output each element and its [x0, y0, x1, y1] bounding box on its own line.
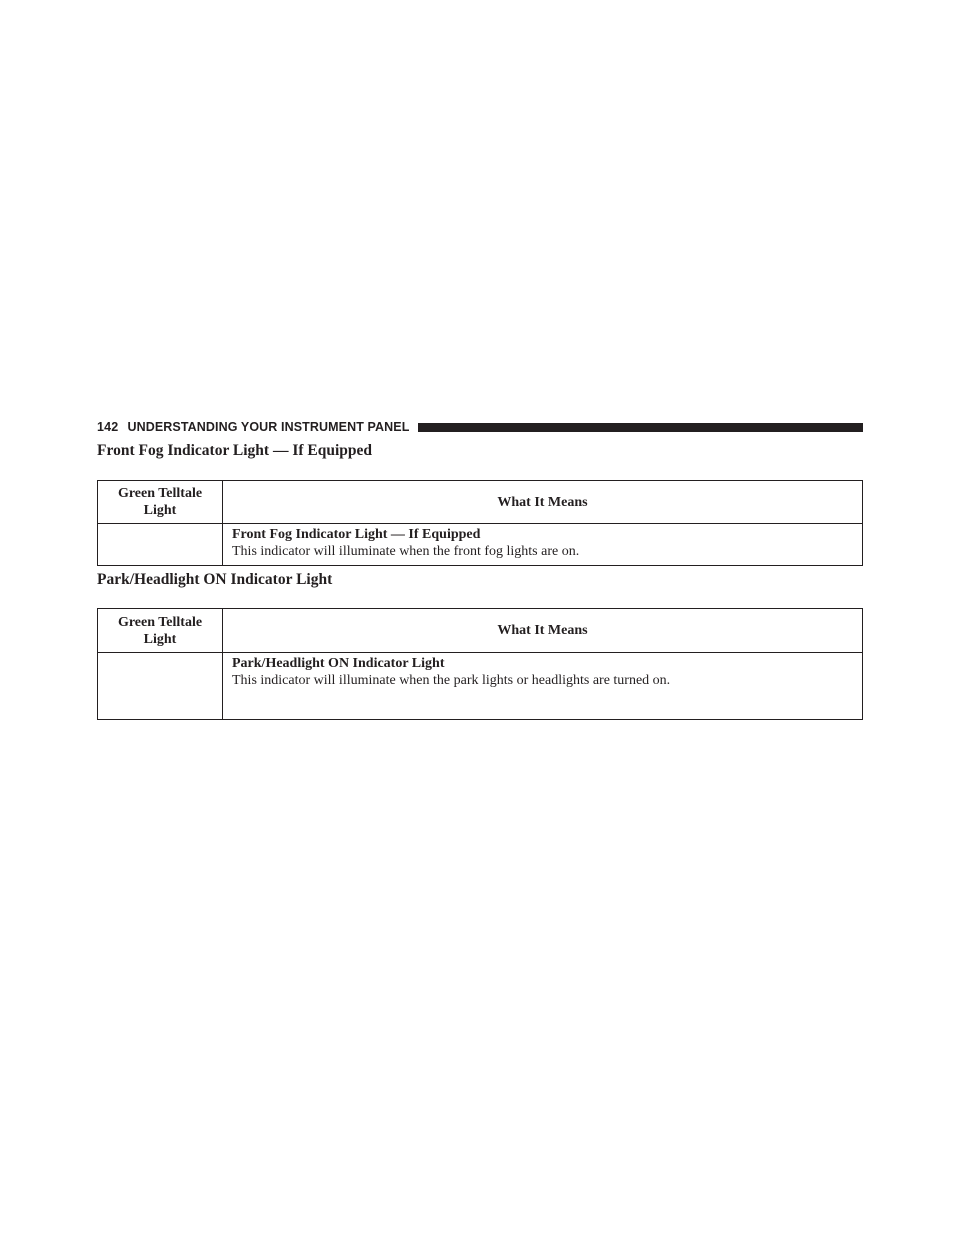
header-green-telltale-light: [98, 609, 223, 653]
header-light-line1: Green Telltale: [117, 614, 203, 630]
page-number: 142: [97, 420, 119, 434]
header-what-it-means: What It Means: [223, 481, 863, 524]
front-fog-telltale-table: [97, 480, 863, 566]
row-title: Front Fog Indicator Light — If Equipped: [232, 527, 481, 542]
header-green-telltale-light: [98, 481, 223, 524]
section-heading-park-headlight: Park/Headlight ON Indicator Light: [97, 571, 333, 588]
row-description: This indicator will illuminate when the front fog lights are on.: [232, 544, 580, 559]
table-header-row: [98, 481, 863, 524]
row-description: This indicator will illuminate when the park lights or headlights are turned on.: [232, 673, 671, 688]
table-row: [98, 653, 863, 720]
page-header: [97, 418, 863, 436]
header-section-title: UNDERSTANDING YOUR INSTRUMENT PANEL: [127, 420, 410, 434]
meaning-cell: [223, 524, 863, 566]
park-headlight-telltale-table: [97, 608, 863, 720]
header-what-it-means: What It Means: [223, 609, 863, 653]
meaning-cell: [223, 653, 863, 720]
header-rule: [418, 423, 863, 432]
header-light-line2: Light: [143, 503, 177, 518]
row-title: Park/Headlight ON Indicator Light: [232, 656, 445, 671]
table-row: [98, 524, 863, 566]
section-heading-front-fog: Front Fog Indicator Light — If Equipped: [97, 442, 373, 459]
table-header-row: [98, 609, 863, 653]
telltale-icon-cell: [98, 653, 223, 720]
header-light-line1: Green Telltale: [117, 486, 203, 501]
telltale-icon-cell: [98, 524, 223, 566]
header-light-line2: Light: [143, 631, 177, 647]
